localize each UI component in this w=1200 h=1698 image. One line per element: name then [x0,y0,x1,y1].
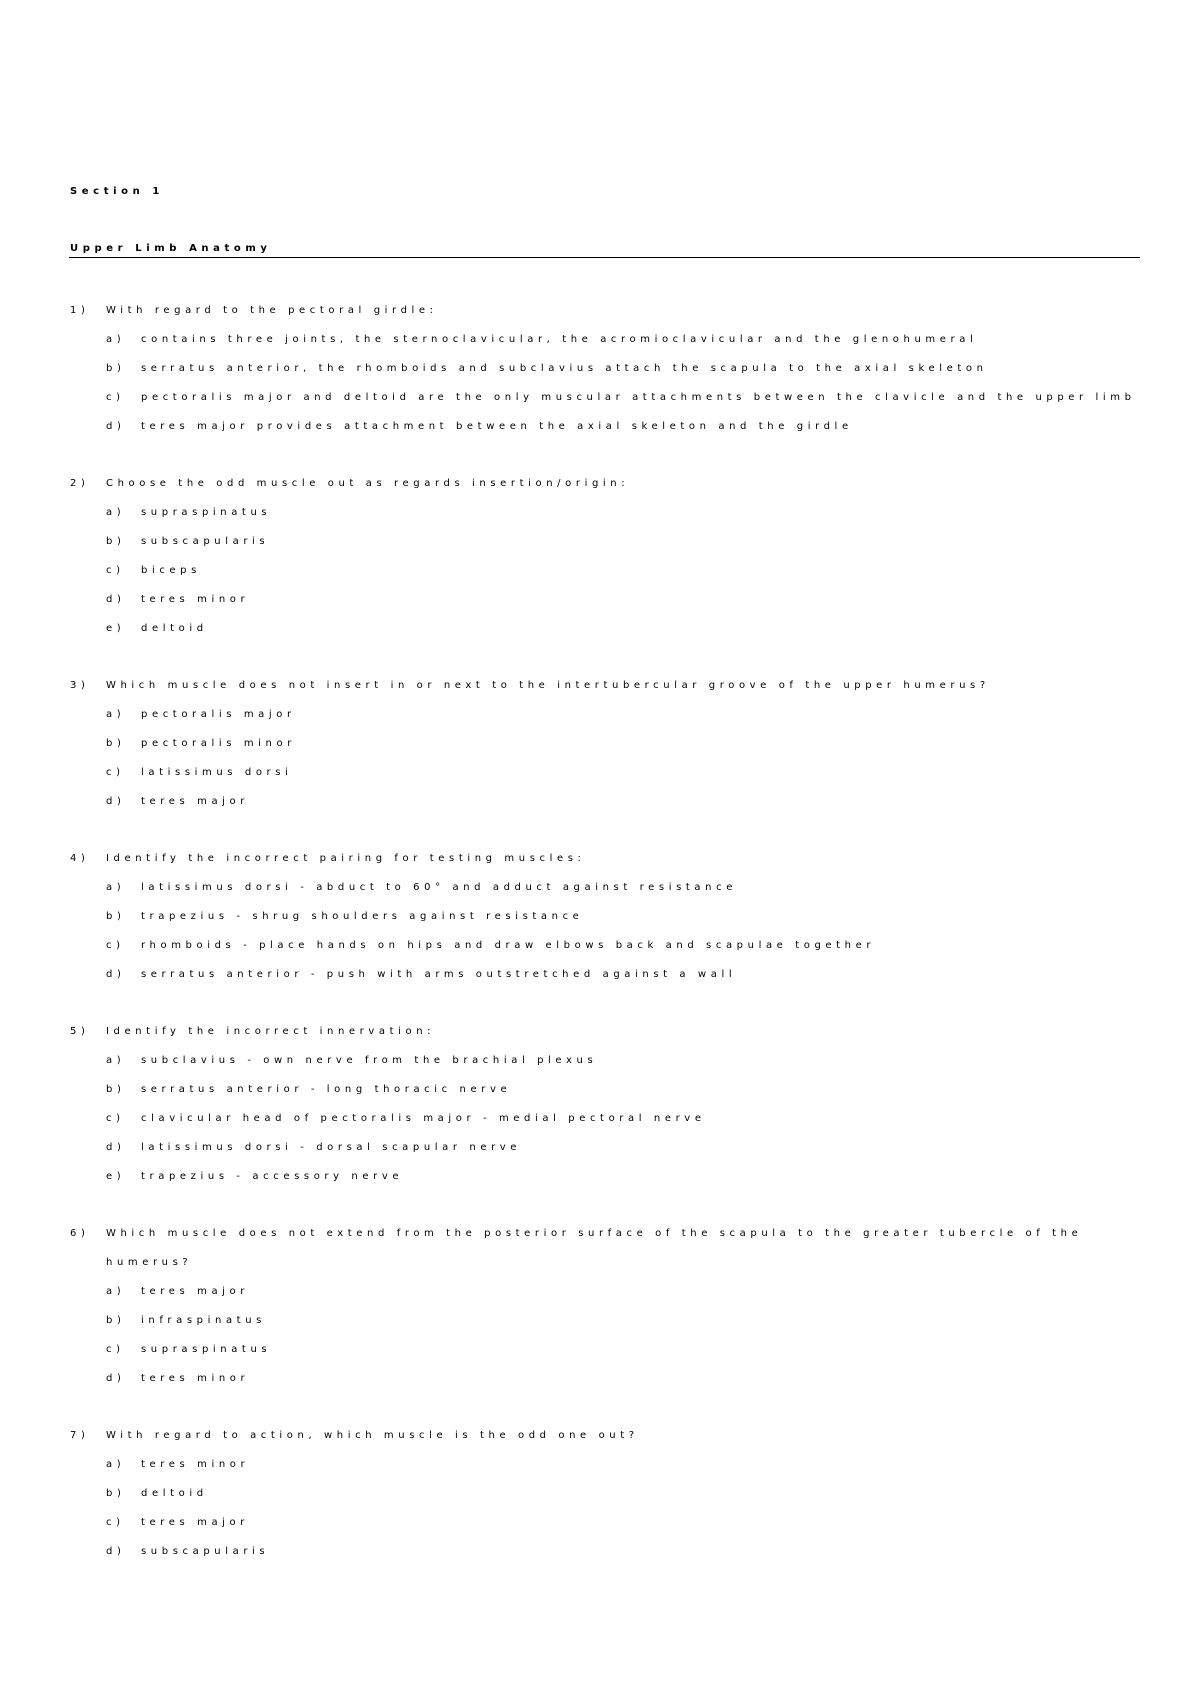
question-number: 4) [70,853,90,864]
option-letter: b) [106,738,126,749]
page-title: Upper Limb Anatomy [70,243,272,254]
option-text: latissimus dorsi - abduct to 60° and adduct against resistance [141,882,737,893]
title-underline [69,257,1140,258]
option-letter: c) [106,565,125,576]
option-text: teres major [141,1517,249,1528]
question-text: With regard to action, which muscle is the odd one out? [106,1430,639,1441]
option-letter: d) [106,421,126,432]
option-letter: a) [106,507,126,518]
option-letter: d) [106,1546,126,1557]
option-letter: c) [106,1517,125,1528]
option-text: pectoralis major [141,709,296,720]
option-text: latissimus dorsi [141,767,293,778]
question-text: With regard to the pectoral girdle: [106,305,438,316]
option-text: pectoralis major and deltoid are the only muscular attachments between the clavicle and the upper limb [141,392,1136,403]
option-letter: c) [106,940,125,951]
option-text: teres minor [141,1459,250,1470]
option-text: subscapularis [141,536,270,547]
option-letter: b) [106,536,126,547]
question-number: 6) [70,1228,90,1239]
option-text: serratus anterior, the rhomboids and subclavius attach the scapula to the axial skeleton [141,363,988,374]
option-letter: e) [106,1171,126,1182]
option-text: serratus anterior - long thoracic nerve [141,1084,512,1095]
option-text: serratus anterior - push with arms outstretched against a wall [141,969,737,980]
question-text: Identify the incorrect pairing for testing muscles: [106,853,586,864]
option-letter: d) [106,1142,126,1153]
option-text: teres major [141,796,249,807]
option-text: deltoid [141,623,208,634]
option-letter: c) [106,1344,125,1355]
option-letter: c) [106,767,125,778]
question-number: 3) [70,680,90,691]
option-text: teres major [141,1286,249,1297]
option-letter: b) [106,1315,126,1326]
option-text: rhomboids - place hands on hips and draw elbows back and scapulae together [141,940,876,951]
option-letter: a) [106,1055,126,1066]
question-text: Identify the incorrect innervation: [106,1026,436,1037]
option-letter: d) [106,1373,126,1384]
option-text: trapezius - shrug shoulders against resistance [141,911,584,922]
option-letter: a) [106,1286,126,1297]
option-text: latissimus dorsi - dorsal scapular nerve [141,1142,522,1153]
option-text: teres major provides attachment between the axial skeleton and the girdle [141,421,853,432]
option-text: deltoid [141,1488,208,1499]
option-text: subscapularis [141,1546,270,1557]
option-text: teres minor [141,594,250,605]
option-text: biceps [141,565,201,576]
option-letter: d) [106,594,126,605]
option-text: subclavius - own nerve from the brachial plexus [141,1055,598,1066]
option-text: infraspinatus [141,1315,266,1326]
option-letter: a) [106,1459,126,1470]
section-label: Section 1 [70,186,164,197]
option-letter: d) [106,969,126,980]
option-letter: a) [106,709,126,720]
option-text: supraspinatus [141,507,272,518]
question-number: 2) [70,478,90,489]
option-letter: e) [106,623,126,634]
question-number: 1) [70,305,90,316]
option-text: clavicular head of pectoralis major - medial pectoral nerve [141,1113,706,1124]
option-letter: a) [106,882,126,893]
option-text: trapezius - accessory nerve [141,1171,404,1182]
option-letter: c) [106,1113,125,1124]
question-text: Which muscle does not extend from the posterior surface of the scapula to the greater tubercle of the [106,1228,1083,1239]
option-text: pectoralis minor [141,738,296,749]
option-letter: c) [106,392,125,403]
option-letter: b) [106,911,126,922]
option-letter: a) [106,334,126,345]
option-letter: b) [106,363,126,374]
question-text-continuation: humerus? [106,1257,193,1268]
question-number: 5) [70,1026,90,1037]
option-text: teres minor [141,1373,250,1384]
question-number: 7) [70,1430,90,1441]
question-text: Which muscle does not insert in or next to the intertubercular groove of the upper humerus? [106,680,990,691]
option-text: contains three joints, the sternoclavicular, the acromioclavicular and the glenohumeral [141,334,978,345]
question-text: Choose the odd muscle out as regards insertion/origin: [106,478,630,489]
option-text: supraspinatus [141,1344,272,1355]
option-letter: d) [106,796,126,807]
option-letter: b) [106,1488,126,1499]
option-letter: b) [106,1084,126,1095]
